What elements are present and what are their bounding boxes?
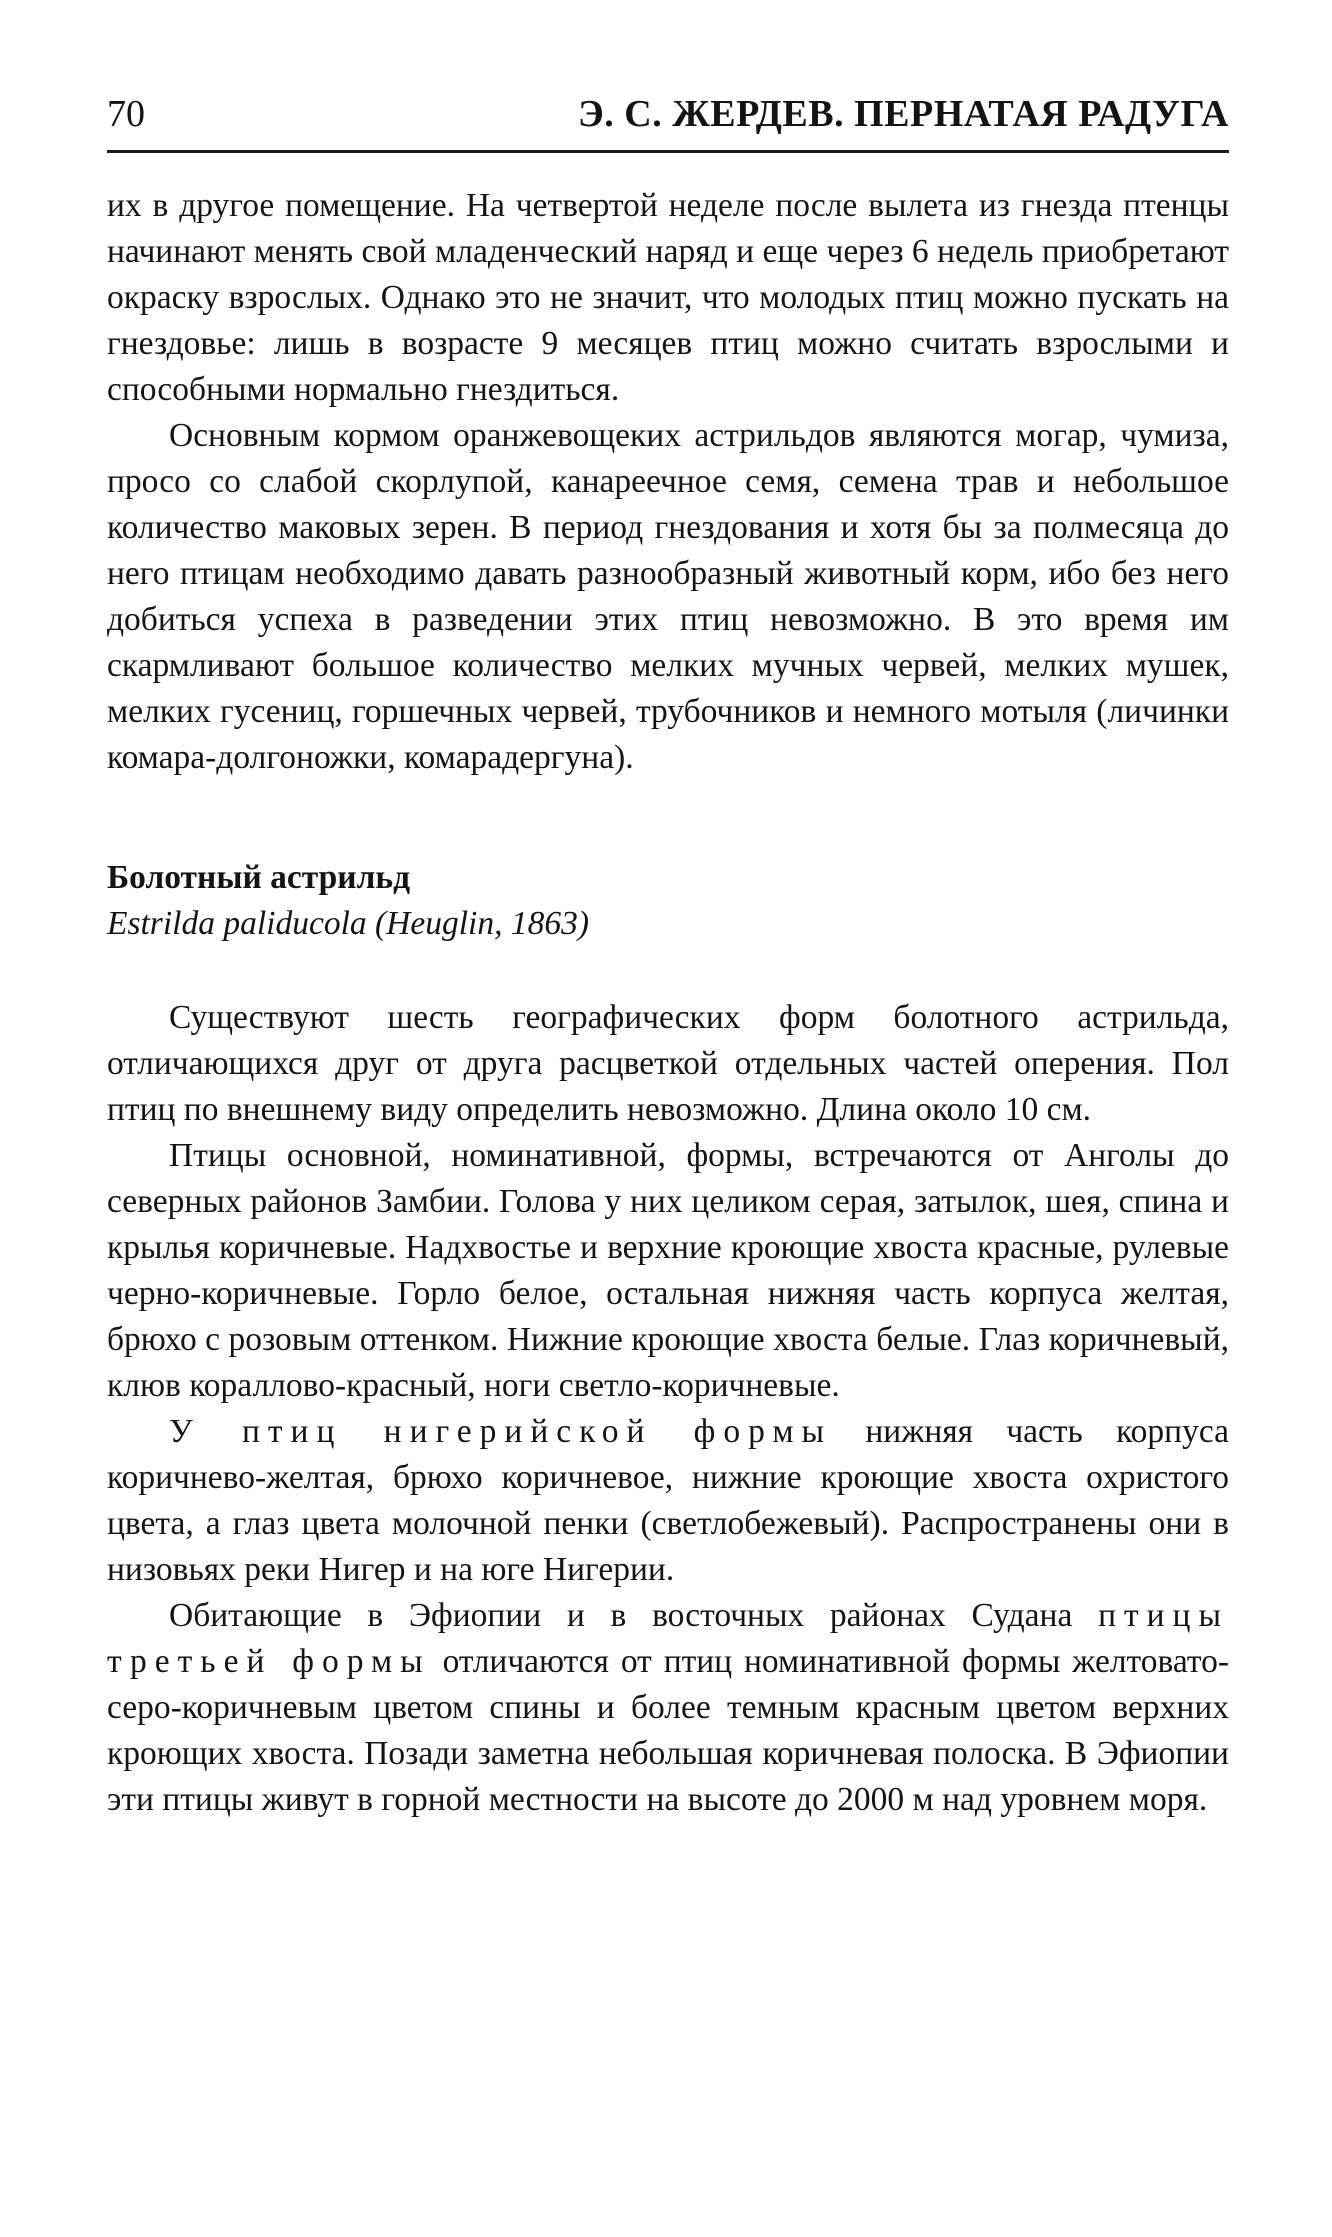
paragraph-third-form bbox=[107, 1593, 1229, 1823]
section-heading bbox=[107, 855, 1229, 947]
paragraph-forms: Существуют шесть географических форм болотного астрильда, отличающихся друг от друга расцветкой отдельных частей оперения. Пол птиц по внешнему виду определить невозможно. Длина около 10 см. bbox=[107, 999, 1229, 1128]
page-body bbox=[107, 183, 1229, 1823]
section-title: Болотный астрильд bbox=[107, 859, 411, 896]
paragraph-continuation: их в другое помещение. На четвертой неделе после вылета из гнезда птенцы начинают менять свой младенческий наряд и еще через 6 недель приобретают окраску взрослых. Однако это не значит, что молодых птиц можно пускать на гнездовье: лишь в возрасте 9 месяцев птиц можно считать взрослыми и способными нормально гнездиться. bbox=[107, 187, 1229, 408]
paragraph-nigerian-form bbox=[107, 1409, 1229, 1593]
book-page bbox=[107, 92, 1229, 1823]
section-latin-name: Estrilda paliducola (Heuglin, 1863) bbox=[107, 905, 589, 942]
page-number: 70 bbox=[107, 93, 145, 135]
paragraph-feeding: Основным кормом оранжевощеких астрильдов являются могар, чумиза, просо со слабой скорлупой, канареечное семя, семена трав и небольшое количество маковых зерен. В период гнездования и хотя бы за полмесяца до него птицам необходимо давать разнообразный животный корм, ибо без него добиться успеха в разведении этих птиц невозможно. В это время им скармливают большое количество мелких мучных червей, мелких мушек, мелких гусениц, горшечных червей, трубочников и немного мотыля (личинки комара-долгоножки, комарадергуна). bbox=[107, 417, 1229, 776]
spaced-emphasis: У птиц нигерийской формы bbox=[169, 1413, 833, 1450]
book-title: Э. С. ЖЕРДЕВ. ПЕРНАТАЯ РАДУГА bbox=[578, 93, 1229, 135]
paragraph-text: Обитающие в Эфиопии и в восточных районах Судана bbox=[169, 1597, 1099, 1634]
paragraph-text: нижняя часть корпуса коричнево-желтая, брюхо коричневое, нижние кроющие хвоста охристого цвета, а глаз цвета молочной пенки (светлобежевый). Распространены они в низовьях реки Нигер и на юге Нигерии. bbox=[107, 1413, 1229, 1588]
paragraph-nominative-form: Птицы основной, номинативной, формы, встречаются от Анголы до северных районов Замбии. Голова у них целиком серая, затылок, шея, спина и крылья коричневые. Надхвостье и верхние кроющие хвоста красные, рулевые черно-коричневые. Горло белое, остальная нижняя часть корпуса желтая, брюхо с розовым оттенком. Нижние кроющие хвоста белые. Глаз коричневый, клюв кораллово-красный, ноги светло-коричневые. bbox=[107, 1137, 1229, 1404]
paragraph-text: отличаются от птиц номинативной формы желтовато-серо-коричневым цветом спины и более темным красным цветом верхних кроющих хвоста. Позади заметна небольшая коричневая полоска. В Эфиопии эти птицы живут в горной местности на высоте до 2000 м над уровнем моря. bbox=[107, 1643, 1229, 1818]
spaced-emphasis: птицы третьей формы bbox=[107, 1597, 1229, 1680]
section-body bbox=[107, 995, 1229, 1823]
running-header bbox=[107, 92, 1229, 153]
